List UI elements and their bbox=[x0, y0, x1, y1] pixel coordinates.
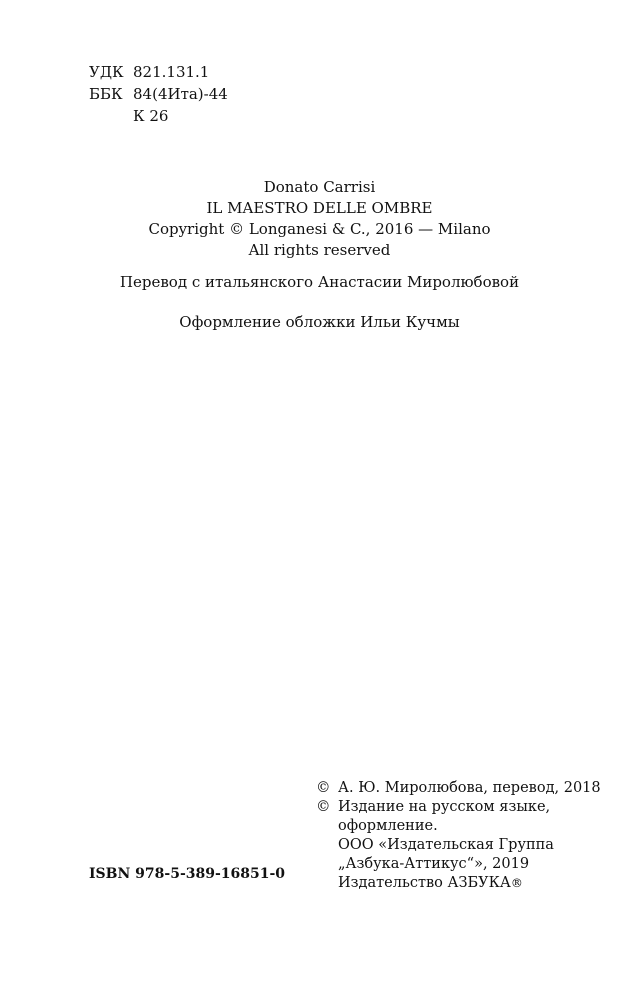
translation-copyright: А. Ю. Миролюбова, перевод, 2018 bbox=[338, 780, 601, 796]
rights-line-publisher bbox=[316, 874, 601, 893]
company-name-cont: „Азбука-Аттикус“», 2019 bbox=[338, 856, 530, 872]
translation-note: Перевод с итальянского Анастасии Миролюбовой bbox=[119, 273, 520, 291]
author-mark: К 26 bbox=[133, 107, 169, 125]
edition-copyright: Издание на русском языке, bbox=[338, 799, 551, 815]
udk-value: 821.131.1 bbox=[133, 63, 210, 81]
bbk-value: 84(4Ита)-44 bbox=[133, 85, 228, 103]
publisher-name: Издательство АЗБУКА bbox=[338, 875, 511, 891]
original-credits bbox=[0, 177, 639, 261]
rights-line-edition bbox=[316, 798, 601, 817]
registered-mark: ® bbox=[510, 876, 523, 890]
rights-line-design bbox=[316, 817, 601, 836]
isbn: ISBN 978-5-389-16851-0 bbox=[89, 866, 286, 882]
cover-design-note: Оформление обложки Ильи Кучмы bbox=[179, 313, 460, 331]
rights-reserved: All rights reserved bbox=[248, 241, 391, 259]
rights-line-translation bbox=[316, 779, 601, 798]
rights-line-company bbox=[316, 836, 601, 855]
bbk-row bbox=[89, 83, 228, 105]
udk-label: УДК bbox=[89, 63, 124, 81]
russian-rights-block bbox=[316, 779, 601, 893]
rights-line-company-cont bbox=[316, 855, 601, 874]
copyright-symbol: © bbox=[316, 780, 331, 796]
original-title: IL MAESTRO DELLE OMBRE bbox=[206, 199, 433, 217]
author-mark-row bbox=[89, 105, 228, 127]
copyright-symbol: © bbox=[316, 799, 331, 815]
design-text: оформление. bbox=[338, 818, 438, 834]
classification-block bbox=[89, 61, 228, 127]
original-copyright: Copyright © Longanesi & C., 2016 — Milano bbox=[148, 220, 491, 238]
udk-row bbox=[89, 61, 228, 83]
company-name: ООО «Издательская Группа bbox=[338, 837, 554, 853]
original-author: Donato Carrisi bbox=[263, 178, 376, 196]
bbk-label: ББК bbox=[89, 85, 123, 103]
